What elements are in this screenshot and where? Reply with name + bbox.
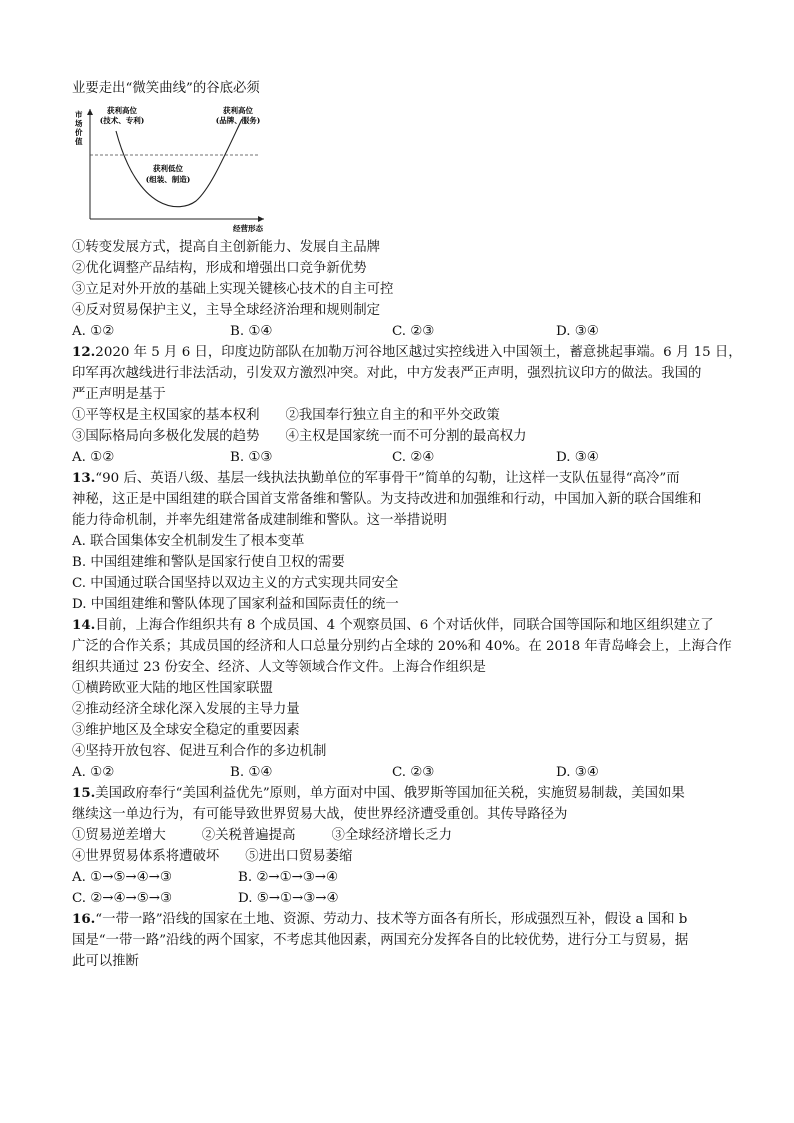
q15-stem-line-1: 15.美国政府奉行“美国利益优先”原则，单方面对中国、俄罗斯等国加征关税，实施贸易制裁，美国如果: [72, 785, 685, 801]
q14-option-c[interactable]: C. ②③: [392, 765, 435, 780]
q14-stem-line-2: 广泛的合作关系；其成员国的经济和人口总量分别约占全球的 20%和 40%。在 2018 年青岛峰会上，上海合作: [72, 639, 732, 654]
q12-stem-line-2: 印军再次越线进行非法活动，引发双方激烈冲突。对此，中方发表严正声明，强烈抗议印方的做法。我国的: [72, 366, 702, 381]
q16-number: 16.: [72, 911, 96, 927]
q15-stem-line-2: 继续这一单边行为，有可能导致世界贸易大战，使世界经济遭受重创。其传导路径为: [72, 807, 568, 822]
q14-item-3: ③维护地区及全球安全稳定的重要因素: [72, 723, 300, 738]
q13-option-d[interactable]: D. 中国组建维和警队体现了国家利益和国际责任的统一: [72, 597, 399, 612]
q15-option-a[interactable]: A. ①→⑤→④→③: [72, 870, 172, 885]
y-label-4: 值: [75, 137, 83, 146]
y-axis-arrow: [87, 109, 93, 115]
q11-item-3: ③立足对外开放的基础上实现关键核心技术的自主可控: [72, 282, 394, 297]
q11-item-1: ①转变发展方式，提高自主创新能力、发展自主品牌: [72, 240, 380, 255]
y-label-1: 市: [75, 110, 83, 119]
q11-options: [72, 321, 732, 342]
q11-item-2: ②优化调整产品结构，形成和增强出口竞争新优势: [72, 261, 367, 276]
q12-stem-line-1: 12.2020 年 5 月 6 日，印度边防部队在加勒万河谷地区越过实控线进入中国领土，蓄意挑起事端。6 月 15 日，: [72, 344, 742, 360]
left-peak-sub: (技术、专利): [99, 116, 145, 125]
left-peak-title: 获利高位: [107, 106, 137, 115]
y-label-2: 场: [75, 119, 83, 128]
q14-item-1: ①横跨欧亚大陆的地区性国家联盟: [72, 681, 273, 696]
q11-option-b[interactable]: B. ①④: [230, 324, 273, 339]
q12-option-a[interactable]: A. ①②: [72, 450, 115, 465]
q15-options-row-1: [72, 867, 732, 888]
q12-option-d[interactable]: D. ③④: [556, 450, 599, 465]
y-label-3: 价: [75, 128, 83, 137]
q14-options: [72, 762, 732, 783]
smile-curve-chart: [72, 105, 272, 233]
smile-curve: [116, 119, 242, 207]
valley-title: 获利低位: [153, 164, 183, 173]
q16-stem-line-2: 国是“一带一路”沿线的两个国家，不考虑其他因素，两国充分发挥各自的比较优势，进行分工与贸易，据: [72, 933, 689, 948]
q13-number: 13.: [72, 470, 96, 486]
x-label: 经营形态: [233, 224, 263, 233]
q15-items-row-2: ④世界贸易体系将遭破坏 ⑤进出口贸易萎缩: [72, 849, 353, 864]
valley-sub: (组装、制造): [145, 175, 191, 184]
q14-number: 14.: [72, 617, 96, 633]
q15-number: 15.: [72, 785, 96, 801]
q14-item-4: ④坚持开放包容、促进互利合作的多边机制: [72, 744, 327, 759]
q15-option-b[interactable]: B. ②→①→③→④: [238, 870, 339, 885]
q12-items-row-2: ③国际格局向多极化发展的趋势 ④主权是国家统一而不可分割的最高权力: [72, 429, 527, 444]
q11-option-d[interactable]: D. ③④: [556, 324, 599, 339]
x-axis-arrow: [258, 216, 264, 222]
q16-stem-line-3: 此可以推断: [72, 954, 139, 969]
right-peak-title: 获利高位: [223, 106, 253, 115]
q13-option-a[interactable]: A. 联合国集体安全机制发生了根本变革: [72, 534, 305, 549]
q14-item-2: ②推动经济全球化深入发展的主导力量: [72, 702, 300, 717]
q13-stem-line-1: 13.“90 后、英语八级、基层一线执法执勤单位的军事骨干”简单的勾勒，让这样一支队伍显得“高冷”而: [72, 470, 680, 486]
q11-stem-tail: 业要走出“微笑曲线”的谷底必须: [72, 81, 260, 96]
q12-option-b[interactable]: B. ①③: [230, 450, 273, 465]
q15-option-d[interactable]: D. ⑤→①→③→④: [238, 891, 339, 906]
q11-option-c[interactable]: C. ②③: [392, 324, 435, 339]
right-peak-sub: (品牌、服务): [215, 116, 261, 125]
q11-item-4: ④反对贸易保护主义，主导全球经济治理和规则制定: [72, 303, 380, 318]
q12-items-row-1: ①平等权是主权国家的基本权利 ②我国奉行独立自主的和平外交政策: [72, 408, 500, 423]
q13-stem-line-2: 神秘，这正是中国组建的联合国首支常备维和警队。为支持改进和加强维和行动，中国加入新的联合国维和: [72, 492, 702, 507]
q12-number: 12.: [72, 344, 96, 360]
q14-stem-line-3: 组织共通过 23 份安全、经济、人文等领域合作文件。上海合作组织是: [72, 660, 486, 675]
q11-option-a[interactable]: A. ①②: [72, 324, 115, 339]
q14-option-d[interactable]: D. ③④: [556, 765, 599, 780]
q15-option-c[interactable]: C. ②→④→⑤→③: [72, 891, 172, 906]
q14-option-b[interactable]: B. ①④: [230, 765, 273, 780]
q12-options: [72, 447, 732, 468]
q16-stem-line-1: 16.“一带一路”沿线的国家在土地、资源、劳动力、技术等方面各有所长，形成强烈互补，假设 a 国和 b: [72, 911, 688, 927]
q14-option-a[interactable]: A. ①②: [72, 765, 115, 780]
q13-option-b[interactable]: B. 中国组建维和警队是国家行使自卫权的需要: [72, 555, 345, 570]
q13-option-c[interactable]: C. 中国通过联合国坚持以双边主义的方式实现共同安全: [72, 576, 399, 591]
q15-items-row-1: ①贸易逆差增大 ②关税普遍提高 ③全球经济增长乏力: [72, 828, 452, 843]
q12-option-c[interactable]: C. ②④: [392, 450, 435, 465]
q13-stem-line-3: 能力待命机制，并率先组建常备成建制维和警队。这一举措说明: [72, 513, 447, 528]
q14-stem-line-1: 14.目前，上海合作组织共有 8 个成员国、4 个观察员国、6 个对话伙伴，同联合国等国际和地区组织建立了: [72, 617, 714, 633]
q12-stem-line-3: 严正声明是基于: [72, 387, 166, 402]
q15-options-row-2: [72, 888, 732, 909]
exam-page: [72, 78, 742, 972]
